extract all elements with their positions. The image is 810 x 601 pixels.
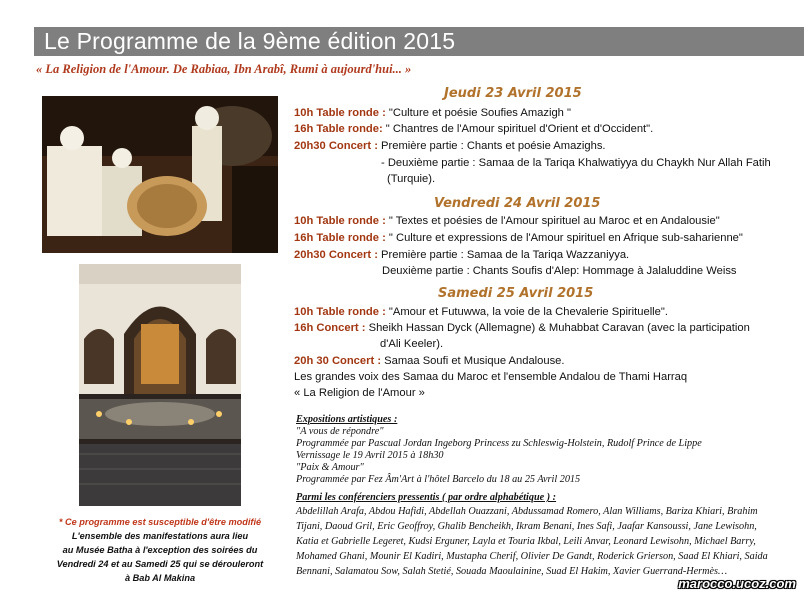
program-line: 20h 30 Concert : Samaa Soufi et Musique Andalouse. bbox=[294, 355, 565, 367]
program-line: 10h Table ronde : " Textes et poésies de l'Amour spirituel au Maroc et en Andalousie" bbox=[294, 215, 720, 227]
exposition-line: "A vous de répondre" bbox=[296, 426, 384, 437]
note-line: à Bab Al Makina bbox=[124, 573, 196, 583]
speakers-heading: Parmi les conférenciers pressentis ( par ordre alphabétique ) : bbox=[296, 492, 557, 503]
day-heading-friday: Vendredi 24 Avril 2015 bbox=[434, 196, 601, 211]
note-line: L'ensemble des manifestations aura lieu bbox=[71, 531, 249, 541]
speakers-line: Katia et Gabrielle Legeret, Kudsi Erguner, Layla et Touria Ikbal, Leili Anvar, Leonard Lewisohn, Michael Barry, bbox=[296, 536, 756, 547]
speakers-line: Mohamed Ghani, Mounir El Kadiri, Mustapha Cherif, Olivier De Gandt, Roderick Grierson, Saad El Khiari, Saida bbox=[296, 551, 768, 562]
day-heading-saturday: Samedi 25 Avril 2015 bbox=[438, 286, 594, 301]
program-line: 10h Table ronde : "Culture et poésie Soufies Amazigh " bbox=[294, 107, 571, 119]
note-line: Vendredi 24 et au Samedi 25 qui se dérouleront bbox=[56, 559, 264, 569]
musicians-photo bbox=[42, 96, 278, 253]
program-line: 10h Table ronde : "Amour et Futuwwa, la voie de la Chevalerie Spirituelle". bbox=[294, 306, 668, 318]
speakers-line: Bennani, Salamatou Sow, Salah Stetié, Souada Maoulainine, Suad El Hakim, Xavier Guerrand-Hermès… bbox=[296, 566, 728, 577]
watermark: marocco.ucoz.com bbox=[678, 576, 796, 591]
program-line: 16h Table ronde: " Chantres de l'Amour spirituel d'Orient et d'Occident". bbox=[294, 123, 654, 135]
tagline: « La Religion de l'Amour. De Rabiaa, Ibn Arabî, Rumi à aujourd'hui... » bbox=[36, 62, 412, 76]
program-line: Les grandes voix des Samaa du Maroc et l'ensemble Andalou de Thami Harraq bbox=[294, 371, 688, 383]
exposition-line: "Paix & Amour" bbox=[296, 462, 364, 473]
title-bar bbox=[34, 27, 804, 56]
speakers-line: Abdelillah Arafa, Abdou Hafidi, Abdellah Ouazzani, Abdussamad Romero, Alan Williams, Bariza Khiari, Brahim bbox=[296, 506, 758, 517]
expositions-heading: Expositions artistiques : bbox=[296, 414, 398, 425]
note-warning: * Ce programme est susceptible d'être modifié bbox=[58, 517, 262, 527]
day-heading-thursday: Jeudi 23 Avril 2015 bbox=[444, 86, 582, 101]
page-title: Le Programme de la 9ème édition 2015 bbox=[44, 28, 456, 54]
program-line: Deuxième partie : Chants Soufis d'Alep: Hommage à Jalaluddine Weiss bbox=[382, 265, 737, 277]
program-line: « La Religion de l'Amour » bbox=[294, 387, 425, 399]
program-line: d'Ali Keeler). bbox=[380, 338, 444, 350]
courtyard-photo bbox=[79, 264, 241, 506]
exposition-line: Programmée par Fez Âm'Art à l'hôtel Barcelo du 18 au 25 Avril 2015 bbox=[296, 474, 581, 485]
exposition-line: Vernissage le 19 Avril 2015 à 18h30 bbox=[296, 450, 444, 461]
program-line: 16h Concert : Sheikh Hassan Dyck (Allemagne) & Muhabbat Caravan (avec la participation bbox=[294, 322, 750, 334]
note-line: au Musée Batha à l'exception des soirées du bbox=[62, 545, 258, 555]
speakers-line: Tijani, Daoud Gril, Eric Geoffroy, Ghalib Bencheikh, Ikram Benani, Ines Safi, Jaafar Kansoussi, Jane Lewisohn, bbox=[296, 521, 757, 532]
program-line: - Deuxième partie : Samaa de la Tariqa Khalwatiyya du Chaykh Nur Allah Fatih bbox=[381, 157, 771, 169]
program-line: 16h Table ronde : " Culture et expressions de l'Amour spirituel en Afrique sub-saharienne" bbox=[294, 232, 743, 244]
program-line: (Turquie). bbox=[387, 173, 436, 185]
program-line: 20h30 Concert : Première partie : Chants et poésie Amazighs. bbox=[294, 140, 606, 152]
program-line: 20h30 Concert : Première partie : Samaa de la Tariqa Wazzaniyya. bbox=[294, 249, 630, 261]
program-note bbox=[40, 515, 280, 585]
exposition-line: Programmée par Pascual Jordan Ingeborg Princess zu Schleswig-Holstein, Rudolf Prince de Lippe bbox=[296, 438, 702, 449]
